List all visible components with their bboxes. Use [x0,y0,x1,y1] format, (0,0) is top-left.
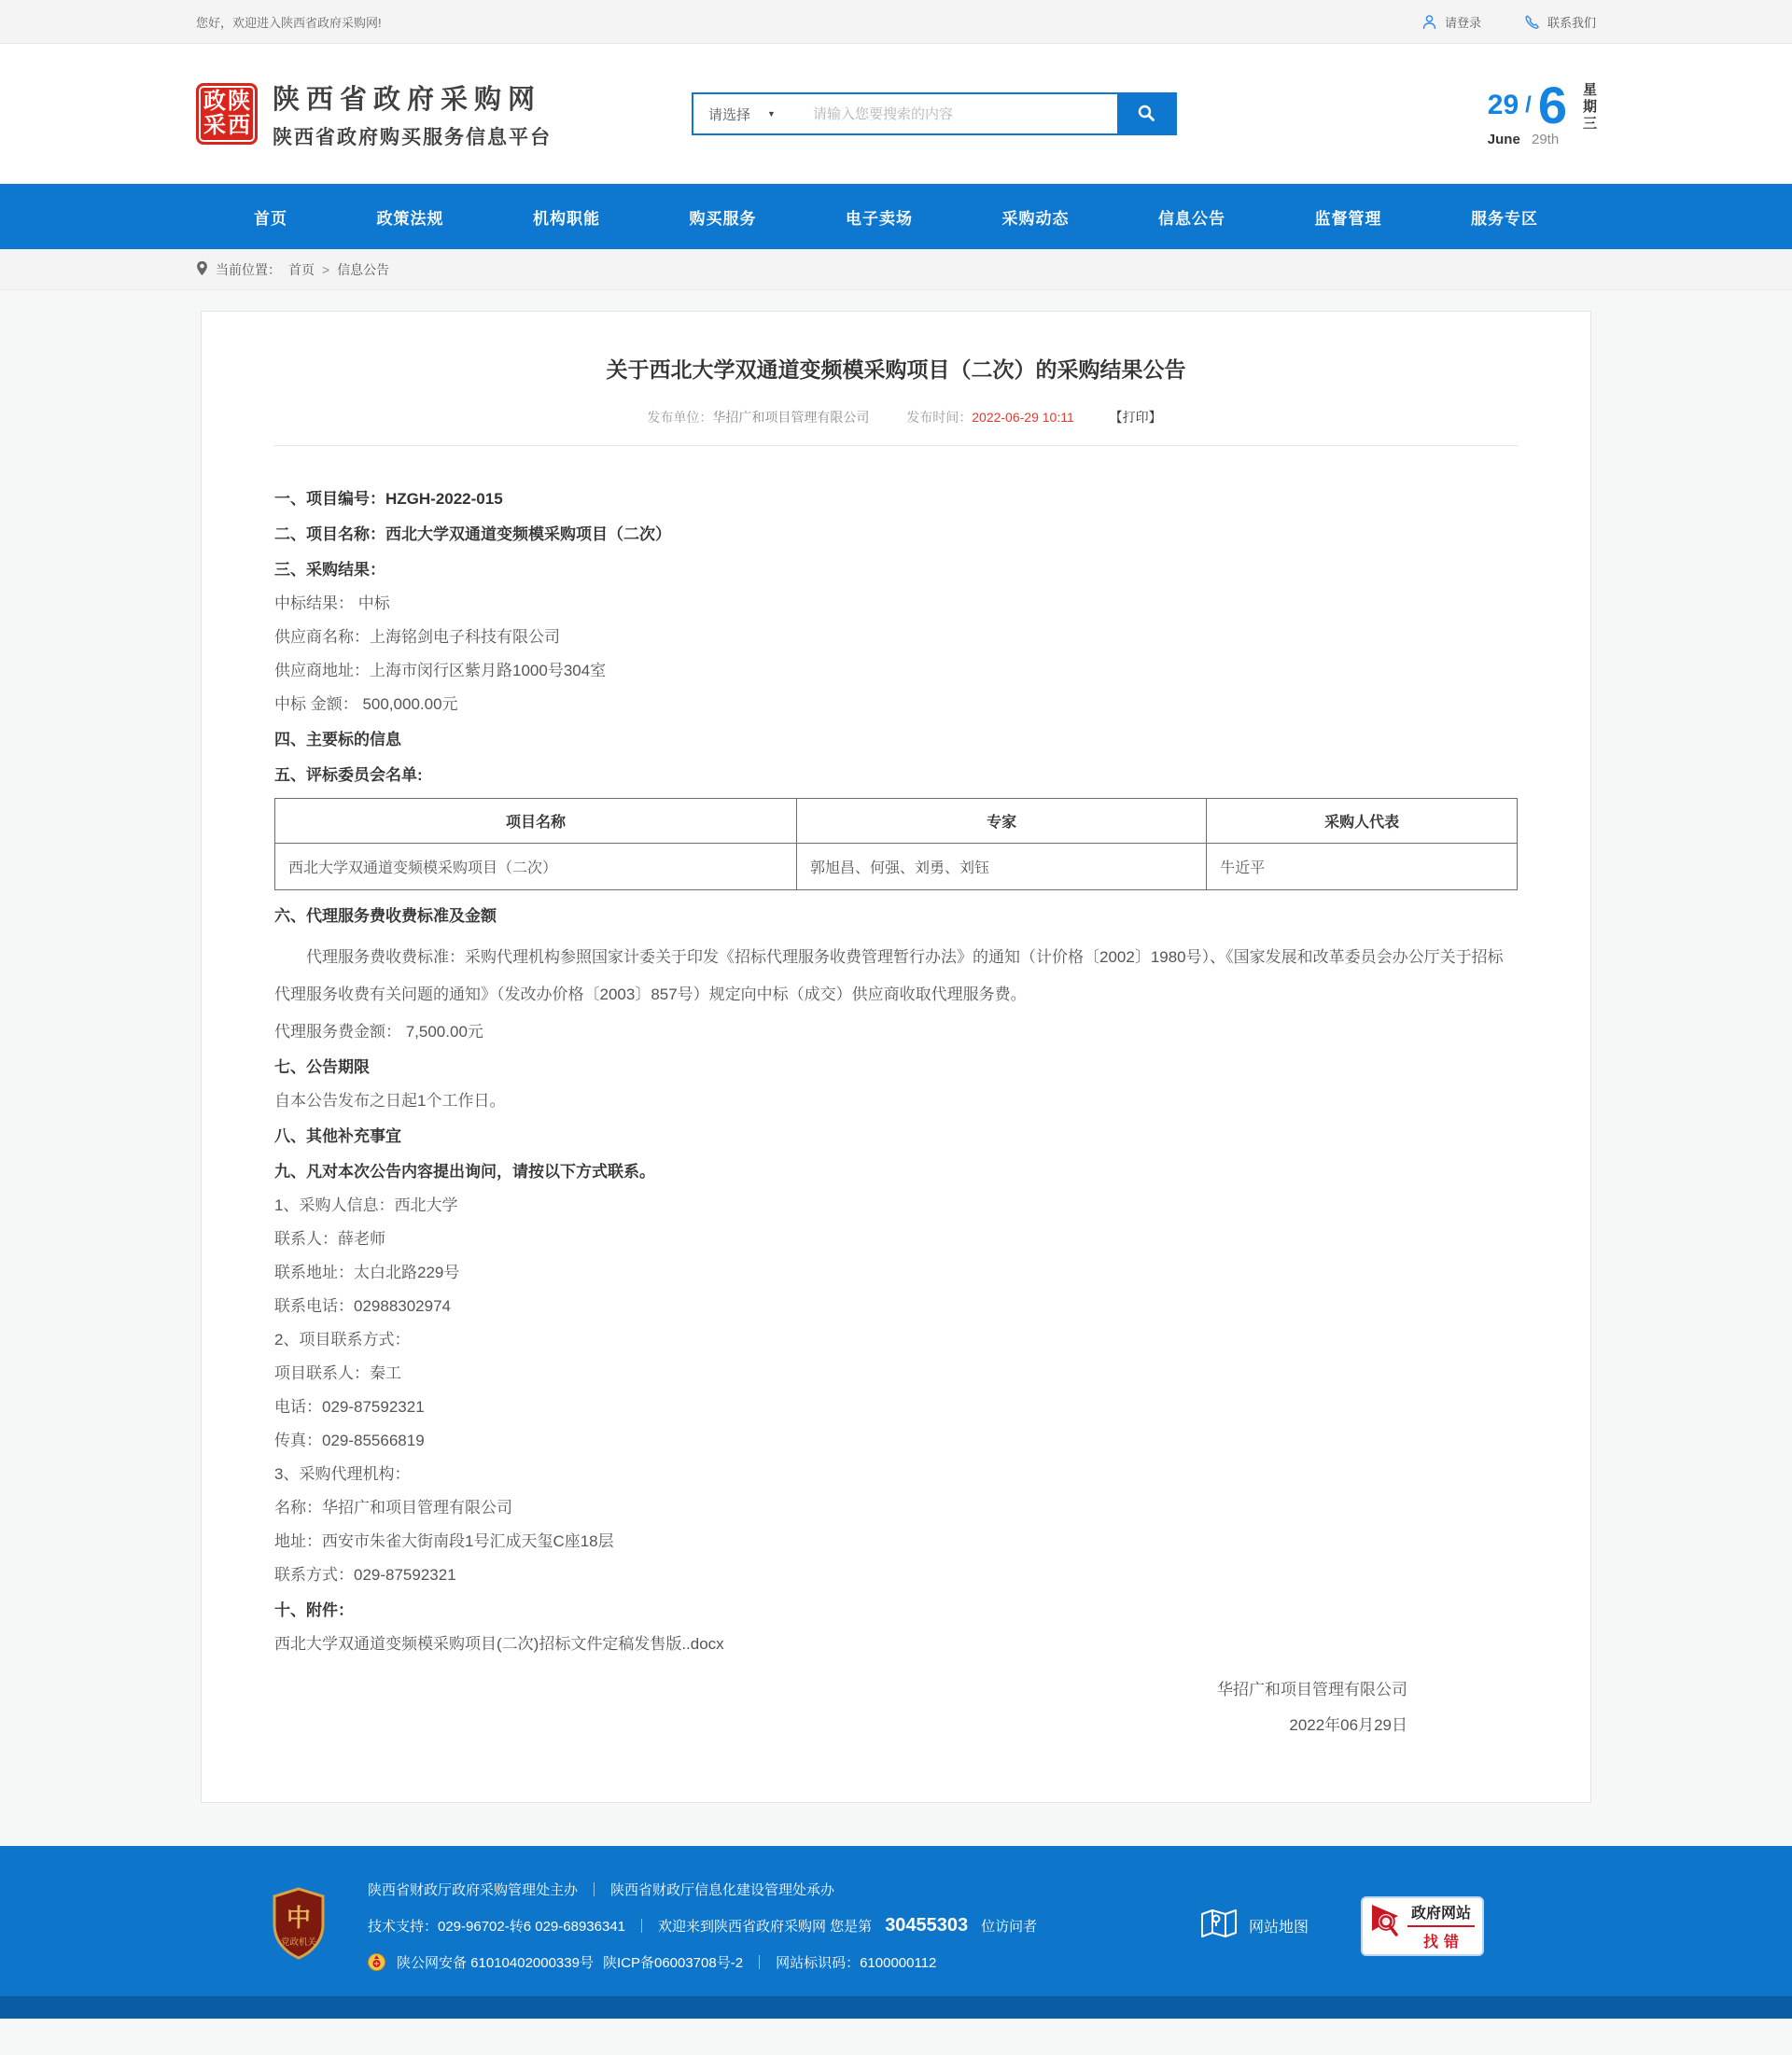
icp-registration-link[interactable]: 陕ICP备06003708号-2 [602,1955,744,1971]
topbar [0,0,1792,44]
date-month-en: June [1487,132,1520,148]
search-category-select[interactable] [693,105,804,124]
table-cell-experts: 郭旭昌、何强、刘勇、刘钰 [797,844,1207,890]
section-7-heading: 七、公告期限 [274,1058,370,1076]
agency-fee-standard-paragraph: 代理服务费收费标准：采购代理机构参照国家计委关于印发《招标代理服务收费管理暂行办法》的通知（计价格〔2002〕1980号）、《国家发展和改革委员会办公厅关于招标代理服务收费有关问题的通知》（发改办价格〔2003〕857号）规定向中标（成交）供应商收取代理服务费。 [274,948,1504,1003]
agency-address-line: 地址：西安市朱雀大街南段1号汇成天玺C座18层 [274,1532,614,1550]
sitemap-link[interactable] [1200,1908,1309,1944]
public-security-badge-icon [368,1952,385,1972]
signature-org: 华招广和项目管理有限公司 [1217,1681,1407,1699]
map-icon [1200,1908,1238,1944]
welcome-text: 您好，欢迎进入陕西省政府采购网! [196,15,382,30]
svg-text:党政机关: 党政机关 [280,1937,317,1948]
website-error-report-badge[interactable] [1361,1896,1484,1956]
section-5-heading: 五、评标委员会名单: [274,766,423,784]
buyer-contact-line: 联系人：薛老师 [274,1230,385,1248]
search-icon [1137,104,1155,125]
search-input[interactable] [804,106,1115,122]
footer-organizer-row: 陕西省财政厅政府采购管理处主办 ｜ 陕西省财政厅信息化建设管理处承办 [368,1880,1037,1899]
footer-welcome-suffix: 位访问者 [981,1919,1038,1935]
nav-item-service-zone[interactable]: 服务专区 [1471,209,1538,228]
location-pin-icon [196,260,208,279]
supplier-name-line: 供应商名称：上海铭剑电子科技有限公司 [274,628,560,646]
breadcrumb-separator: > [322,261,330,277]
section-4-heading: 四、主要标的信息 [274,731,401,748]
contact-link[interactable] [1524,13,1596,31]
bid-result-line: 中标结果： 中标 [274,594,390,612]
publish-time-label: 发布时间： [906,410,973,425]
signature-date: 2022年06月29日 [1289,1716,1407,1734]
buyer-address-line: 联系地址：太白北路229号 [274,1264,460,1281]
sitemap-label: 网站地图 [1248,1920,1309,1936]
breadcrumb-label: 当前位置： [216,261,281,277]
date-day: 29 [1487,89,1519,120]
project-phone-line: 电话：029-87592321 [274,1398,425,1416]
agency-heading-line: 3、采购代理机构： [274,1465,411,1483]
footer-bottom-strip [0,1996,1792,2019]
section-10-heading: 十、附件： [274,1601,354,1619]
print-button[interactable]: 【打印】 [1109,410,1162,425]
agency-name-line: 名称：华招广和项目管理有限公司 [274,1499,512,1517]
article-body [274,446,1518,1737]
table-header-experts: 专家 [797,799,1207,844]
login-label: 请登录 [1444,15,1481,30]
search-category-label: 请选择 [708,106,751,123]
section-6-heading: 六、代理服务费收费标准及金额 [274,907,497,925]
bid-amount-line: 中标 金额： 500,000.00元 [274,695,458,713]
date-day-en: 29th [1531,132,1560,148]
main-nav [0,184,1792,249]
section-2-heading: 二、项目名称：西北大学双通道变频模采购项目（二次） [274,525,671,543]
nav-item-e-marketplace[interactable]: 电子卖场 [846,209,913,228]
police-registration-link[interactable]: 陕公网安备 61010402000339号 [397,1955,594,1971]
table-row [275,844,1518,890]
nav-item-functions[interactable]: 机构职能 [533,209,600,228]
nav-item-announcements[interactable]: 信息公告 [1158,209,1225,228]
footer-support-row: 技术支持：029-96702-转6 029-68936341 ｜ 欢迎来到陕西省政府采购网 您是第 30455303 位访问者 [368,1915,1038,1936]
header [0,44,1792,184]
nav-item-policies[interactable]: 政策法规 [376,209,444,228]
table-header-project: 项目名称 [275,799,797,844]
nav-item-home[interactable]: 首页 [254,209,287,228]
project-contact-heading-line: 2、项目联系方式： [274,1331,411,1349]
buyer-info-line: 1、采购人信息：西北大学 [274,1196,458,1214]
date-separator: / [1525,91,1532,118]
table-header-buyer-rep: 采购人代表 [1207,799,1518,844]
agency-fee-amount-line: 代理服务费金额： 7,500.00元 [274,1023,483,1041]
announcement-card [201,311,1591,1803]
error-flag-magnifier-icon [1370,1903,1400,1949]
site-subtitle: 陕西省政府购买服务信息平台 [273,126,552,148]
footer-registration-row: 陕公网安备 61010402000339号 陕ICP备06003708号-2 ｜ 网站标识码：6100000112 [368,1952,1037,1972]
buyer-phone-line: 联系电话：02988302974 [274,1297,452,1315]
search-bar [692,92,1177,135]
search-button[interactable] [1115,94,1175,133]
attachment-link[interactable]: 西北大学双通道变频模采购项目(二次)招标文件定稿发售版..docx [274,1635,724,1653]
footer-welcome-prefix: 欢迎来到陕西省政府采购网 您是第 [658,1919,873,1935]
nav-item-procurement-news[interactable]: 采购动态 [1001,209,1070,228]
breadcrumb [0,249,1792,290]
publisher-value: 华招广和项目管理有限公司 [712,410,870,425]
table-cell-buyer-rep: 牛近平 [1207,844,1518,890]
chevron-down-icon: ▼ [767,109,776,119]
site-title: 陕西省政府采购网 [273,84,542,115]
breadcrumb-current: 信息公告 [337,261,390,277]
agency-phone-line: 联系方式：029-87592321 [274,1566,456,1584]
section-1-heading: 一、项目编号：HZGH-2022-015 [274,490,503,508]
site-identification-code: 网站标识码：6100000112 [776,1955,937,1971]
phone-icon [1524,14,1540,30]
visitor-count: 30455303 [885,1915,969,1936]
date-widget [1487,75,1597,148]
error-badge-top-label: 政府网站 [1407,1901,1475,1927]
nav-item-supervision[interactable]: 监督管理 [1314,209,1382,228]
footer-organizer: 陕西省财政厅政府采购管理处主办 [368,1882,579,1898]
article-meta [274,408,1518,426]
project-fax-line: 传真：029-85566819 [274,1432,425,1449]
announcement-period-line: 自本公告发布之日起1个工作日。 [274,1092,506,1110]
login-link[interactable] [1421,13,1481,31]
evaluation-committee-table [274,798,1518,890]
svg-text:中: 中 [286,1905,312,1932]
nav-item-purchase-services[interactable]: 购买服务 [689,209,757,228]
section-9-heading: 九、凡对本次公告内容提出询问，请按以下方式联系。 [274,1163,655,1181]
error-badge-bottom-label: 找错 [1422,1934,1464,1950]
site-logo[interactable] [196,78,552,150]
publisher-label: 发布单位： [647,410,713,425]
section-8-heading: 八、其他补充事宜 [274,1127,401,1145]
publish-time-value: 2022-06-29 10:11 [972,410,1074,425]
main-content [0,290,1792,1846]
table-header-row [275,799,1518,844]
footer [0,1846,1792,1996]
footer-tech-support: 技术支持：029-96702-转6 029-68936341 [368,1919,625,1935]
logo-seal-icon: 政 陕 采 西 [196,83,258,145]
contact-label: 联系我们 [1547,15,1596,30]
article-title: 关于西北大学双通道变频模采购项目（二次）的采购结果公告 [606,357,1186,382]
government-emblem-icon [269,1887,329,1964]
date-month: 6 [1537,75,1567,134]
section-3-heading: 三、采购结果： [274,561,385,579]
footer-undertaker: 陕西省财政厅信息化建设管理处承办 [610,1882,835,1898]
signature-block [274,1679,1518,1737]
date-weekday: 星期三 [1581,81,1597,133]
user-icon [1421,14,1437,30]
project-contact-line: 项目联系人：秦工 [274,1364,401,1382]
supplier-address-line: 供应商地址：上海市闵行区紫月路1000号304室 [274,662,607,679]
breadcrumb-home-link[interactable]: 首页 [288,261,315,277]
table-cell-project: 西北大学双通道变频模采购项目（二次） [275,844,797,890]
